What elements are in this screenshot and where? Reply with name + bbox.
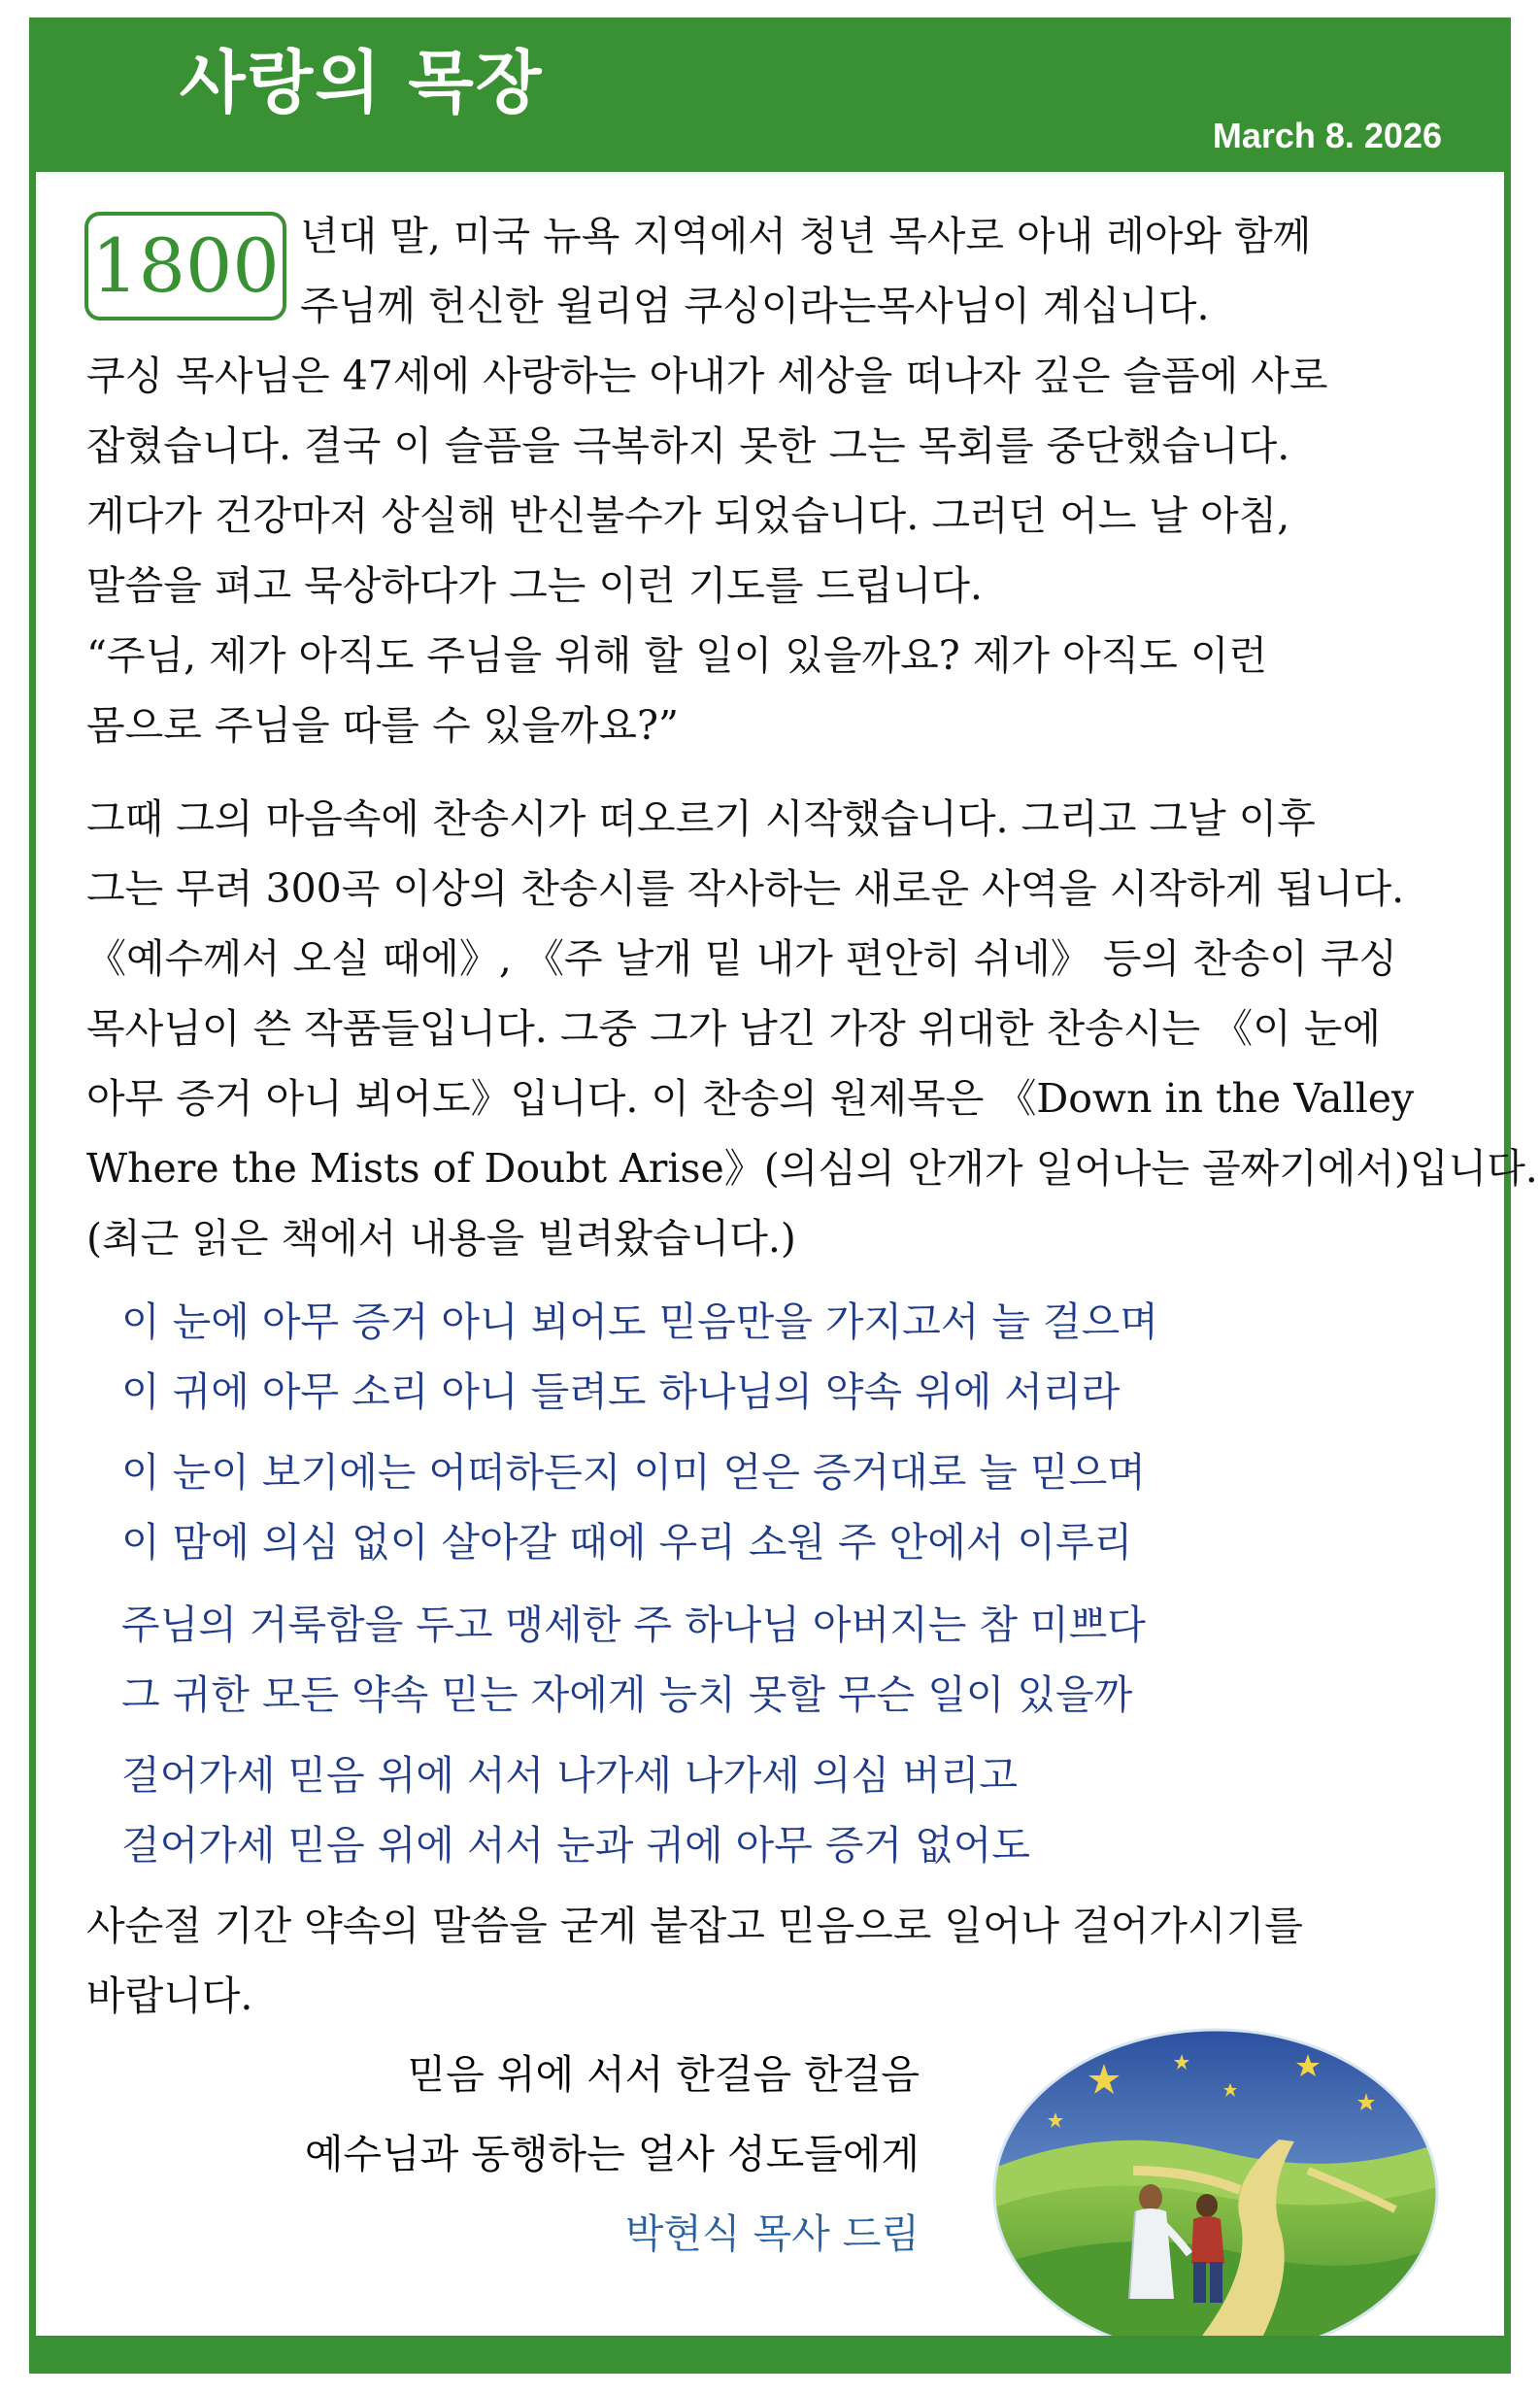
paragraph-line: 말씀을 펴고 묵상하다가 그는 이런 기도를 드립니다. bbox=[86, 562, 983, 609]
signature-line: 믿음 위에 서서 한걸음 한걸음 bbox=[407, 2051, 920, 2098]
paragraph-line: 쿠싱 목사님은 47세에 사랑하는 아내가 세상을 떠나자 깊은 슬픔에 사로 bbox=[86, 353, 1328, 399]
paragraph-line: (최근 읽은 책에서 내용을 빌려왔습니다.) bbox=[86, 1215, 796, 1262]
dropcap-year: 1800 bbox=[84, 212, 286, 320]
header-bar bbox=[36, 24, 1504, 172]
hymn-stanza-2 bbox=[121, 1437, 1461, 1577]
walking-with-jesus-illustration bbox=[988, 2025, 1444, 2361]
hymn-line: 이 눈에 아무 증거 아니 뵈어도 믿음만을 가지고서 늘 걸으며 bbox=[121, 1298, 1158, 1345]
hymn-line: 주님의 거룩함을 두고 맹세한 주 하나님 아버지는 참 미쁘다 bbox=[121, 1601, 1146, 1648]
hymn-line: 걸어가세 믿음 위에 서서 눈과 귀에 아무 증거 없어도 bbox=[121, 1822, 1030, 1869]
paragraph-line: 몸으로 주님을 따를 수 있을까요?” bbox=[86, 702, 679, 749]
paragraph-line: 잡혔습니다. 결국 이 슬픔을 극복하지 못한 그는 목회를 중단했습니다. bbox=[86, 422, 1290, 469]
intro-line: 년대 말, 미국 뉴욕 지역에서 청년 목사로 아내 레아와 함께 bbox=[300, 213, 1312, 259]
paragraph-line: 《예수께서 오실 때에》, 《주 날개 밑 내가 편안히 쉬네》 등의 찬송이 쿠싱 bbox=[86, 935, 1398, 982]
closing-line: 바랍니다. bbox=[86, 1972, 253, 2019]
paragraph-2 bbox=[86, 784, 1538, 1273]
issue-date: March 8. 2026 bbox=[1212, 116, 1442, 155]
intro-text bbox=[300, 201, 1311, 341]
closing-line: 사순절 기간 약속의 말씀을 굳게 붙잡고 믿음으로 일어나 걸어가시기를 bbox=[86, 1903, 1303, 1949]
hymn-line: 그 귀한 모든 약속 믿는 자에게 능치 못할 무슨 일이 있을까 bbox=[121, 1671, 1133, 1718]
hymn-stanza-1 bbox=[121, 1287, 1461, 1427]
paragraph-line: Where the Mists of Doubt Arise》(의심의 안개가 일어나는 골짜기에서)입니다. bbox=[86, 1145, 1538, 1192]
bulletin-frame bbox=[29, 17, 1538, 2374]
hymn-line: 이 눈이 보기에는 어떠하든지 이미 얻은 증거대로 늘 믿으며 bbox=[121, 1449, 1146, 1496]
page-title: 사랑의 목장 bbox=[180, 43, 544, 122]
hymn-stanza-3 bbox=[121, 1590, 1461, 1730]
paragraph-1 bbox=[86, 341, 1485, 760]
hymn-stanza-4 bbox=[121, 1740, 1461, 1880]
hymn-line: 이 귀에 아무 소리 아니 들려도 하나님의 약속 위에 서리라 bbox=[121, 1368, 1121, 1415]
footer-bar bbox=[36, 2336, 1504, 2367]
paragraph-line: 그때 그의 마음속에 찬송시가 떠오르기 시작했습니다. 그리고 그날 이후 bbox=[86, 795, 1316, 842]
paragraph-line: 목사님이 쓴 작품들입니다. 그중 그가 남긴 가장 위대한 찬송시는 《이 눈에 bbox=[86, 1005, 1381, 1052]
signature-pastor: 박현식 목사 드림 bbox=[624, 2210, 920, 2257]
intro-line: 주님께 헌신한 윌리엄 쿠싱이라는목사님이 계십니다. bbox=[300, 283, 1210, 329]
closing-paragraph bbox=[86, 1891, 1485, 2031]
paragraph-line: 게다가 건강마저 상실해 반신불수가 되었습니다. 그러던 어느 날 아침, bbox=[86, 492, 1290, 539]
paragraph-line: 그는 무려 300곡 이상의 찬송시를 작사하는 새로운 사역을 시작하게 됩니다. bbox=[86, 865, 1405, 912]
paragraph-line: “주님, 제가 아직도 주님을 위해 할 일이 있을까요? 제가 아직도 이런 bbox=[86, 632, 1268, 679]
signature-line: 예수님과 동행하는 얼사 성도들에게 bbox=[304, 2131, 920, 2177]
hymn-line: 걸어가세 믿음 위에 서서 나가세 나가세 의심 버리고 bbox=[121, 1752, 1018, 1799]
hymn-line: 이 맘에 의심 없이 살아갈 때에 우리 소원 주 안에서 이루리 bbox=[121, 1519, 1133, 1566]
paragraph-line: 아무 증거 아니 뵈어도》입니다. 이 찬송의 원제목은 《Down in the Valley bbox=[86, 1075, 1415, 1122]
signature-block bbox=[305, 2035, 920, 2274]
